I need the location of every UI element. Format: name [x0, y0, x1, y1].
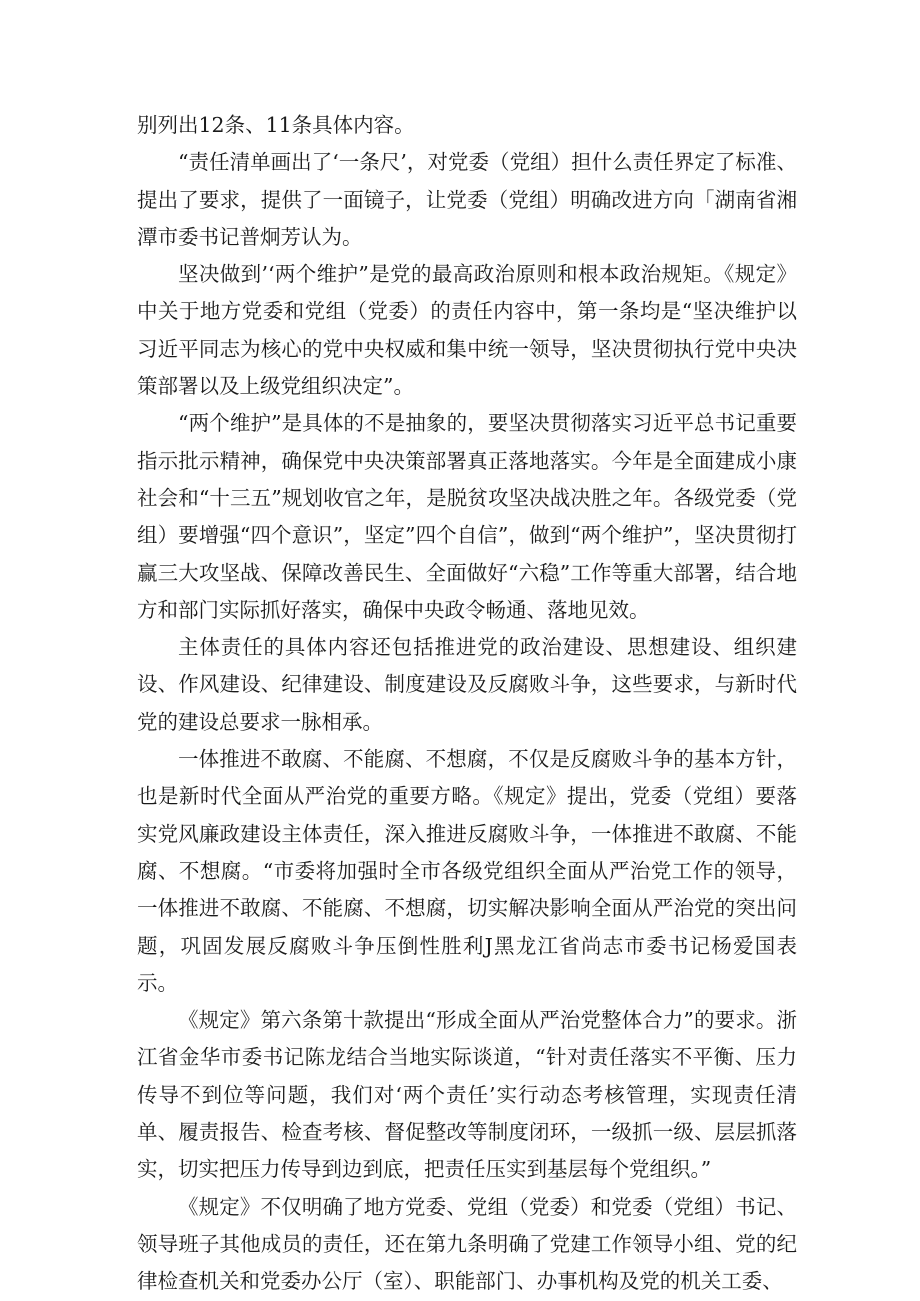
- paragraph-article-nine: 《规定》不仅明确了地方党委、党组（党委）和党委（党组）书记、领导班子其他成员的责任，还在第九条明确了党建工作领导小组、党的纪律检查机关和党委办公厅（室）、职能部门、办事机构及党的机关工委、: [137, 1194, 797, 1294]
- paragraph-responsibility-list-quote: “责任清单画出了‘一条尺’，对党委（党组）担什么责任界定了标准、提出了要求，提供了一面镜子，让党委（党组）明确改进方向「湖南省湘潭市委书记普炯芳认为。: [137, 150, 797, 249]
- paragraph-anti-corruption: 一体推进不敢腐、不能腐、不想腐，不仅是反腐败斗争的基本方针，也是新时代全面从严治党的重要方略。《规定》提出，党委（党组）要落实党风廉政建设主体责任，深入推进反腐败斗争，一体推进不敢腐、不能腐、不想腐。“市委将加强时全市各级党组织全面从严治党工作的领导，一体推进不敢腐、不能腐、不想腐，切实解决影响全面从严治党的突出问题，巩固发展反腐败斗争压倒性胜利J黑龙江省尚志市委书记杨爱国表示。: [137, 747, 797, 995]
- paragraph-two-safeguards-principle: 坚决做到’‘两个维护”是党的最高政治原则和根本政治规矩。《规定》中关于地方党委和党组（党委）的责任内容中，第一条均是“坚决维护以习近平同志为核心的党中央权威和集中统一领导，坚决贯彻执行党中央决策部署以及上级党组织决定”。: [137, 262, 797, 399]
- paragraph-main-responsibility-content: 主体责任的具体内容还包括推进党的政治建设、思想建设、组织建设、作风建设、纪律建设、制度建设及反腐败斗争，这些要求，与新时代党的建设总要求一脉相承。: [137, 635, 797, 734]
- paragraph-article-six: 《规定》第六条第十款提出“形成全面从严治党整体合力”的要求。浙江省金华市委书记陈龙结合当地实际谈道，“针对责任落实不平衡、压力传导不到位等问题，我们对‘两个责任’实行动态考核管理，实现责任清单、履责报告、检查考核、督促整改等制度闭环，一级抓一级、层层抓落实，切实把压力传导到边到底，把责任压实到基层每个党组织。”: [137, 1008, 797, 1182]
- paragraph-continuation: 别列出12条、11条具体内容。: [137, 113, 415, 137]
- paragraph-two-safeguards-concrete: “两个维护”是具体的不是抽象的，要坚决贯彻落实习近平总书记重要指示批示精神，确保党中央决策部署真正落地落实。今年是全面建成小康社会和“十三五”规划收官之年，是脱贫攻坚决战决胜之年。各级党委（党组）要增强“四个意识”，坚定”四个自信”，做到“两个维护”，坚决贯彻打赢三大攻坚战、保障改善民生、全面做好“六稳”工作等重大部署，结合地方和部门实际抓好落实，确保中央政令畅通、落地见效。: [137, 411, 797, 622]
- document-body: [137, 107, 797, 1301]
